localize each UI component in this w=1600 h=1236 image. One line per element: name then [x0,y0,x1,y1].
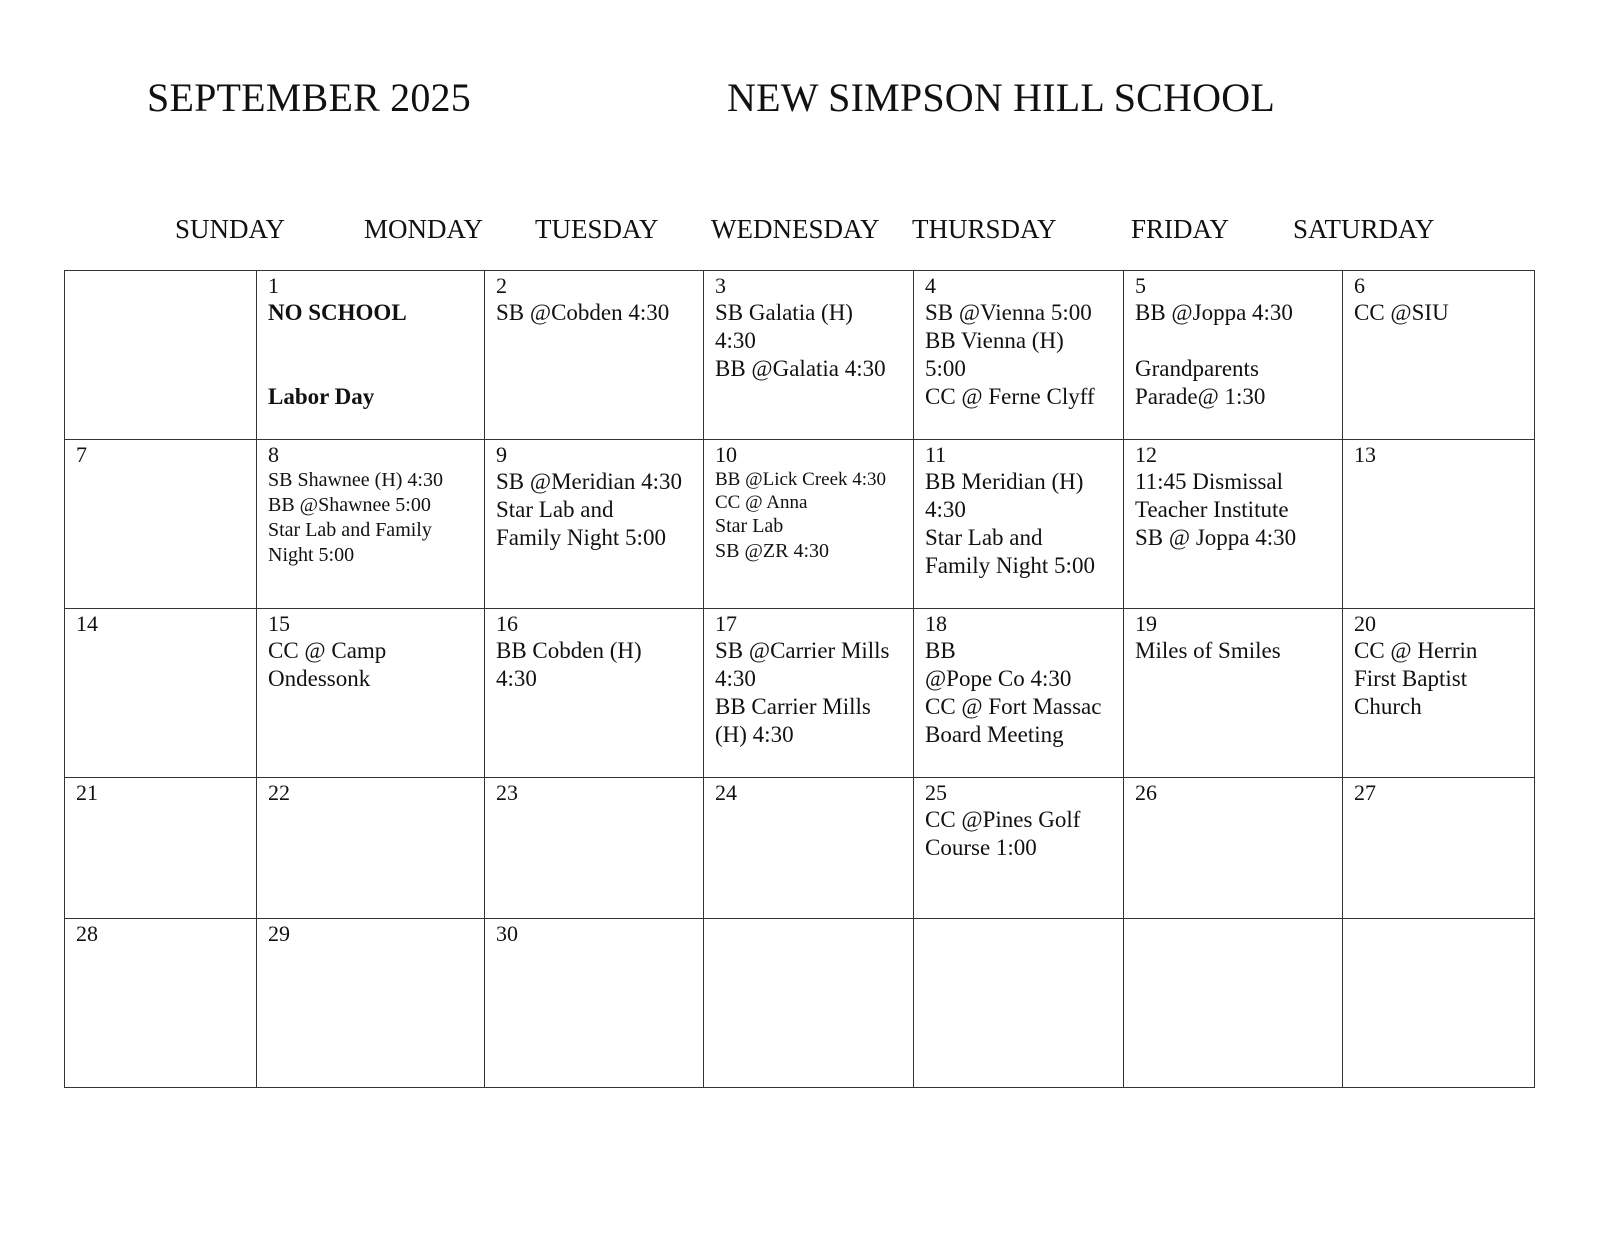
day-number: 10 [715,442,737,467]
day-cell-23 [485,778,704,919]
day-number: 9 [496,442,507,467]
event-line: @Pope Co 4:30 [925,666,1072,691]
event-line: SB Shawnee (H) 4:30 [268,469,443,491]
event-line: CC @ Herrin [1354,638,1478,663]
day-number: 16 [496,611,518,636]
day-number: 28 [76,921,98,946]
event-line: BB Vienna (H) [925,328,1064,353]
weekday-header-thursday: THURSDAY [912,214,1057,244]
day-cell-empty [1124,919,1343,1088]
week-row-5 [65,919,1535,1088]
event-line: CC @ Ferne Clyff [925,384,1095,409]
event-line: BB @Galatia 4:30 [715,356,886,381]
day-cell-9 [485,440,704,609]
weekday-header-sunday: SUNDAY [175,214,286,244]
day-number: 11 [925,442,947,467]
event-line: Board Meeting [925,722,1064,747]
day-number: 18 [925,611,947,636]
day-number: 1 [268,273,279,298]
day-cell-18 [914,609,1124,778]
event-line: Star Lab and [925,525,1043,550]
day-cell-17 [704,609,914,778]
day-cell-25 [914,778,1124,919]
day-number: 25 [925,780,947,805]
day-cell-14 [65,609,257,778]
event-line: BB @Lick Creek 4:30 [715,469,887,490]
day-number: 7 [76,442,87,467]
school-title: NEW SIMPSON HILL SCHOOL [727,75,1275,120]
day-number: 13 [1354,442,1376,467]
event-line: Teacher Institute [1135,497,1289,522]
day-cell-2 [485,271,704,440]
event-line: CC @ Fort Massac [925,694,1102,719]
day-cell-10 [704,440,914,609]
day-cell-7 [65,440,257,609]
day-cell-15 [257,609,485,778]
day-cell-20 [1343,609,1535,778]
event-line: SB @Cobden 4:30 [496,300,670,325]
day-number: 27 [1354,780,1376,805]
event-labor-day: Labor Day [268,384,375,409]
day-number: 12 [1135,442,1157,467]
day-cell-29 [257,919,485,1088]
event-line: Star Lab and [496,497,614,522]
day-number: 24 [715,780,737,805]
day-cell-19 [1124,609,1343,778]
day-cell-3 [704,271,914,440]
event-line: Star Lab [715,515,784,537]
event-line: SB @Carrier Mills [715,638,890,663]
event-line: 4:30 [715,328,756,353]
event-line: BB @Joppa 4:30 [1135,300,1293,325]
event-line: SB @ Joppa 4:30 [1135,525,1297,550]
day-cell-empty [65,271,257,440]
day-number: 22 [268,780,290,805]
event-line: BB Meridian (H) [925,469,1084,494]
day-number: 14 [76,611,98,636]
event-line: CC @ Anna [715,492,808,513]
day-cell-27 [1343,778,1535,919]
event-line: 5:00 [925,356,966,381]
day-number: 2 [496,273,507,298]
day-cell-6 [1343,271,1535,440]
day-number: 17 [715,611,737,636]
day-cell-26 [1124,778,1343,919]
event-line: CC @Pines Golf [925,807,1081,832]
day-cell-4 [914,271,1124,440]
day-cell-24 [704,778,914,919]
day-number: 29 [268,921,290,946]
day-number: 20 [1354,611,1376,636]
day-cell-28 [65,919,257,1088]
event-line: Parade@ 1:30 [1135,384,1266,409]
weekday-header-monday: MONDAY [364,214,484,244]
event-line: Family Night 5:00 [925,553,1095,578]
day-cell-13 [1343,440,1535,609]
day-cell-11 [914,440,1124,609]
event-line: Night 5:00 [268,544,355,566]
day-cell-empty [704,919,914,1088]
event-no-school: NO SCHOOL [268,300,407,325]
event-line: SB @ZR 4:30 [715,540,829,562]
event-line: First Baptist [1354,666,1468,691]
day-cell-12 [1124,440,1343,609]
day-cell-5 [1124,271,1343,440]
day-number: 8 [268,442,279,467]
event-line: CC @ Camp [268,638,387,663]
day-cell-16 [485,609,704,778]
event-line: 11:45 Dismissal [1135,469,1284,494]
event-line: 4:30 [715,666,756,691]
event-line: BB Carrier Mills [715,694,871,719]
day-number: 5 [1135,273,1146,298]
day-number: 30 [496,921,518,946]
event-line: 4:30 [925,497,966,522]
day-cell-1 [257,271,485,440]
day-number: 6 [1354,273,1365,298]
week-row-4 [65,778,1535,919]
event-line: Family Night 5:00 [496,525,666,550]
calendar-grid [64,270,1535,1088]
weekday-header-saturday: SATURDAY [1293,214,1435,244]
event-line: CC @SIU [1354,300,1449,325]
event-line: Grandparents [1135,356,1259,381]
event-line: SB @Meridian 4:30 [496,469,683,494]
day-cell-22 [257,778,485,919]
day-cell-8 [257,440,485,609]
event-line: Course 1:00 [925,835,1037,860]
event-line: Star Lab and Family [268,519,432,541]
event-line: Ondessonk [268,666,371,691]
event-line: BB Cobden (H) [496,638,642,663]
event-line: 4:30 [496,666,537,691]
day-number: 4 [925,273,936,298]
day-cell-empty [1343,919,1535,1088]
event-line: SB Galatia (H) [715,300,853,325]
event-line: Miles of Smiles [1135,638,1281,663]
weekday-header-tuesday: TUESDAY [535,214,659,244]
event-line: (H) 4:30 [715,722,794,747]
day-number: 21 [76,780,98,805]
weekday-header-friday: FRIDAY [1131,214,1230,244]
day-cell-21 [65,778,257,919]
day-cell-30 [485,919,704,1088]
weekday-header-wednesday: WEDNESDAY [711,214,880,244]
day-number: 26 [1135,780,1157,805]
week-row-2 [65,440,1535,609]
day-number: 15 [268,611,290,636]
event-line: BB [925,638,956,663]
day-number: 3 [715,273,726,298]
week-row-3 [65,609,1535,778]
month-title: SEPTEMBER 2025 [147,75,471,120]
event-line: BB @Shawnee 5:00 [268,494,431,516]
day-number: 23 [496,780,518,805]
event-line: SB @Vienna 5:00 [925,300,1092,325]
day-cell-empty [914,919,1124,1088]
week-row-1 [65,271,1535,440]
day-number: 19 [1135,611,1157,636]
event-line: Church [1354,694,1422,719]
